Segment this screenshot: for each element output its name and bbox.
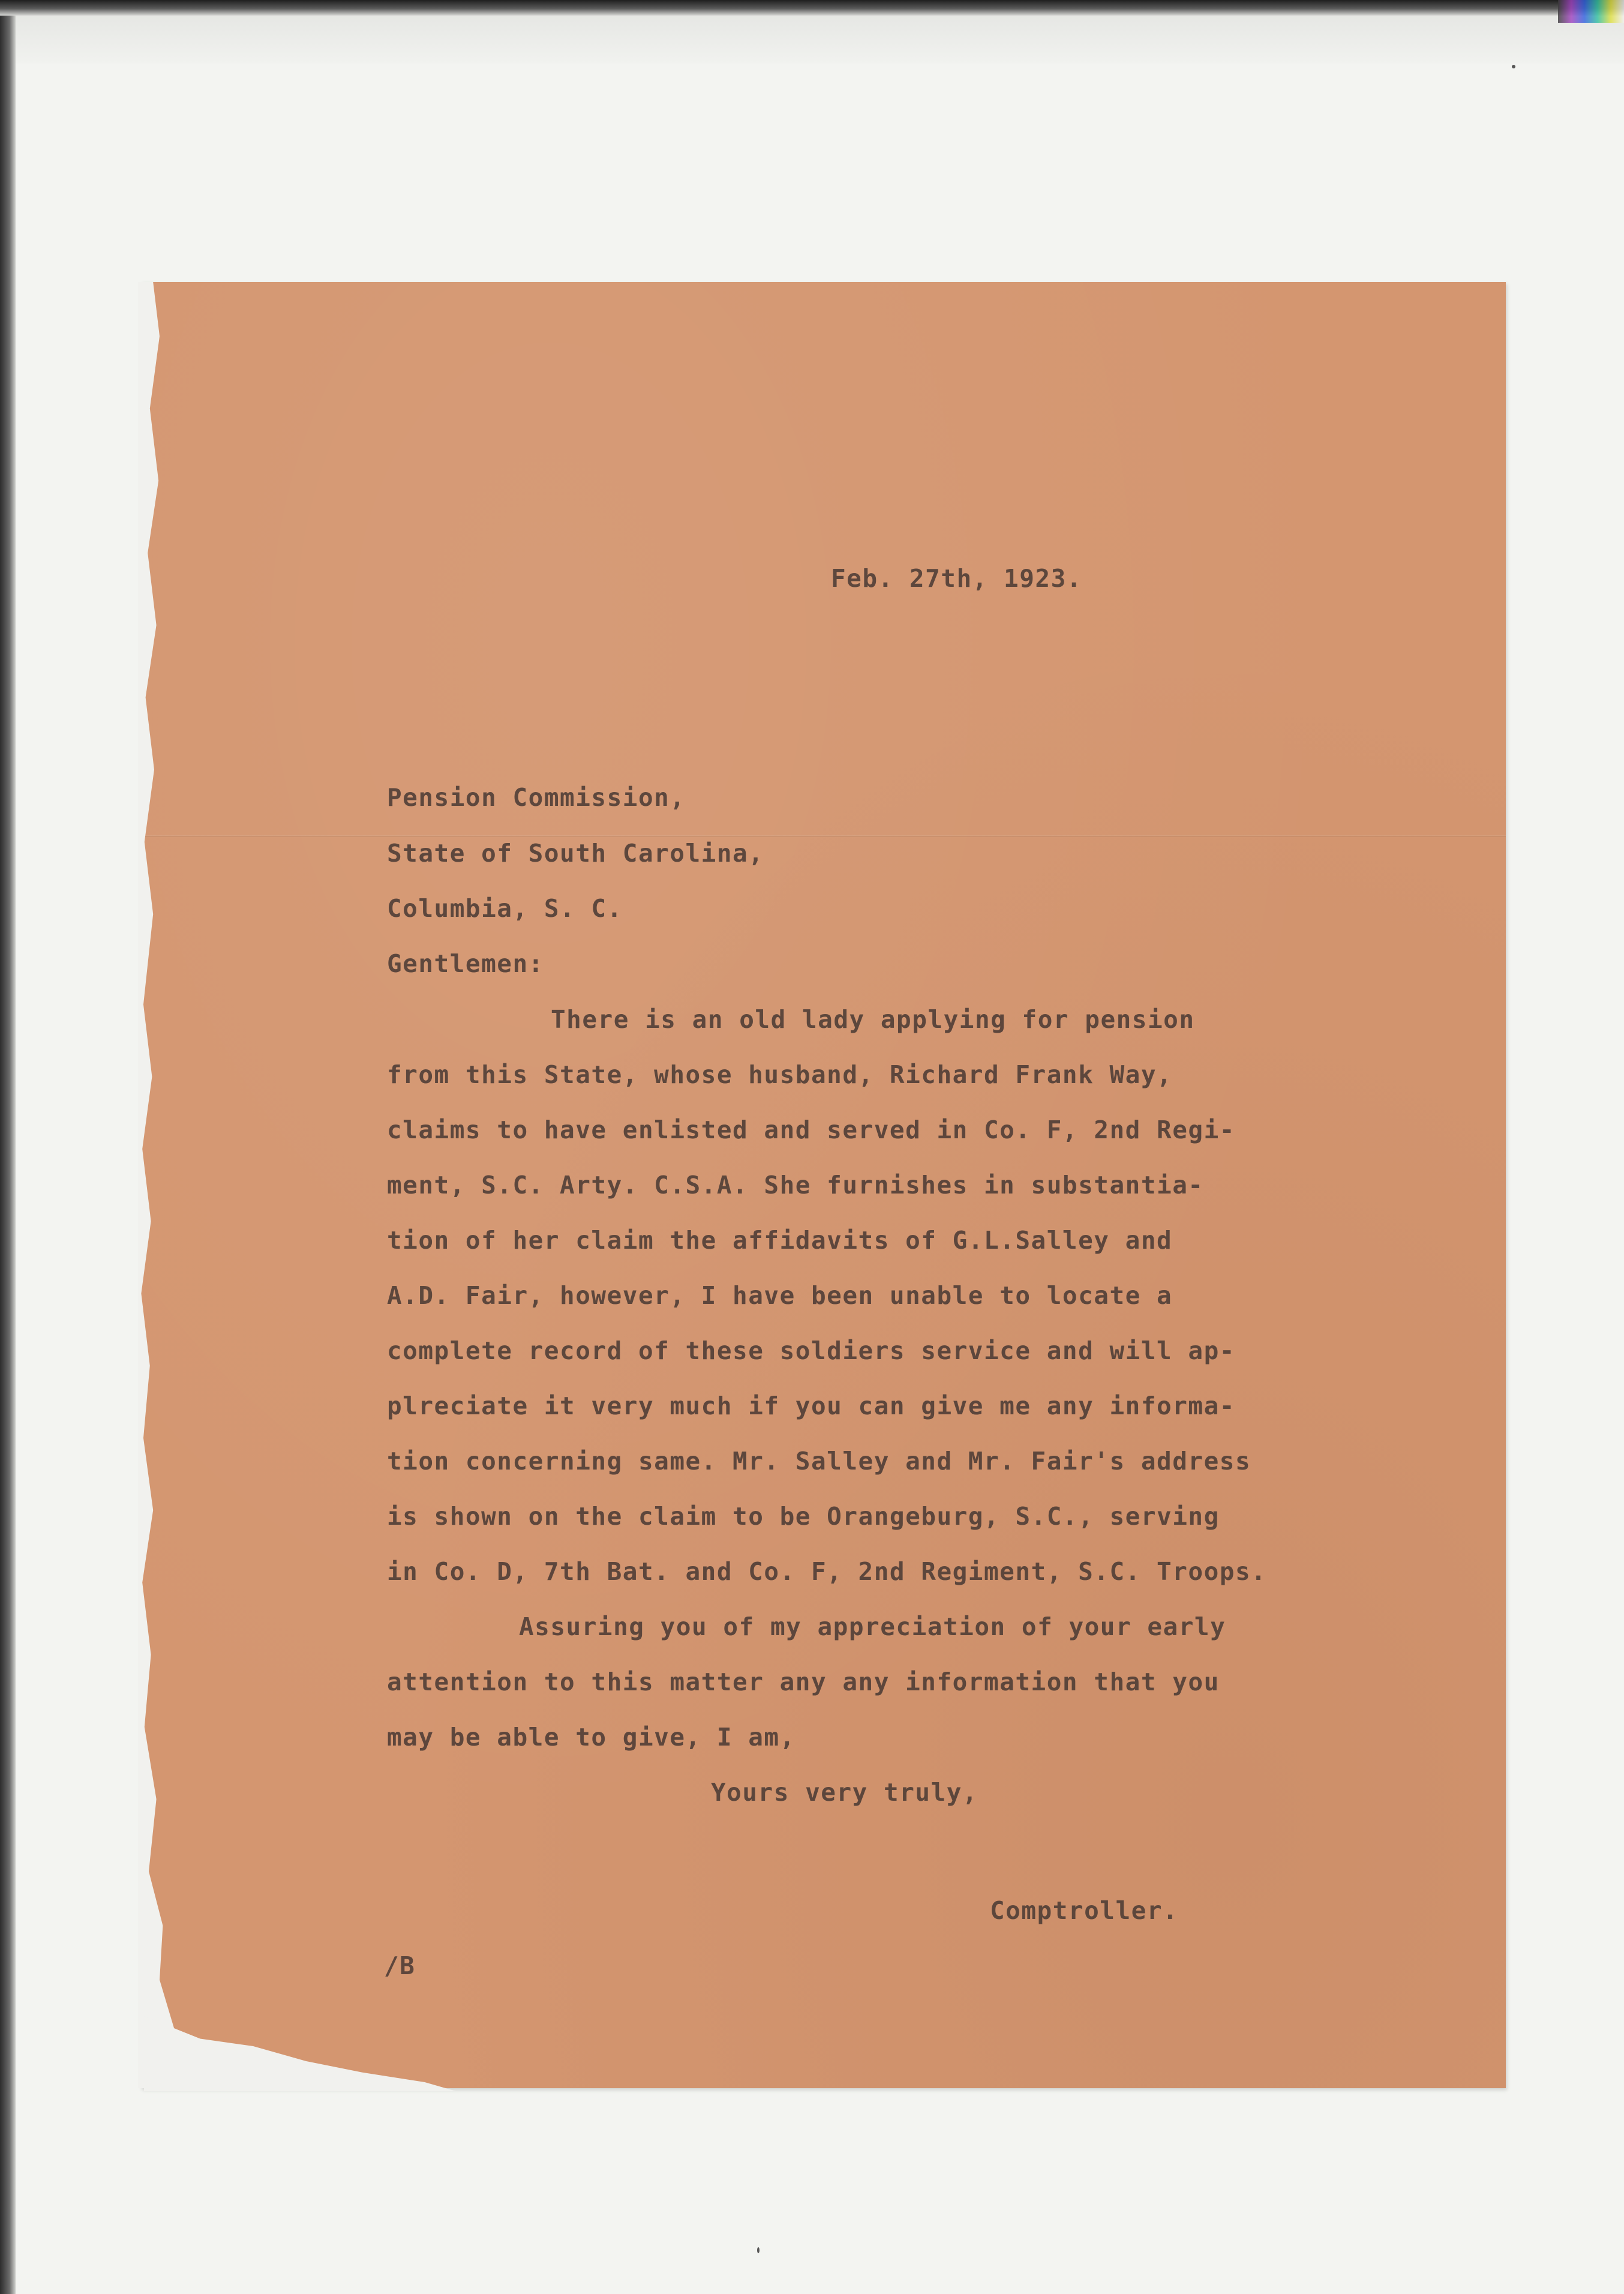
body-line-14: may be able to give, I am, (387, 1723, 796, 1752)
body-line-2: from this State, whose husband, Richard Frank Way, (387, 1060, 1173, 1089)
body-line-9: tion concerning same. Mr. Salley and Mr. Fair's address (387, 1447, 1251, 1476)
body-line-3: claims to have enlisted and served in Co. F, 2nd Regi- (387, 1115, 1235, 1144)
letter-date: Feb. 27th, 1923. (831, 564, 1082, 593)
body-line-11: in Co. D, 7th Bat. and Co. F, 2nd Regiment, S.C. Troops. (387, 1557, 1267, 1586)
body-line-13: attention to this matter any any information that you (387, 1668, 1220, 1696)
body-line-10: is shown on the claim to be Orangeburg, S.C., serving (387, 1502, 1220, 1531)
dust-speck (1512, 65, 1515, 68)
scan-top-margin (16, 16, 1624, 64)
typist-initials: /B (384, 1951, 416, 1980)
body-line-12: Assuring you of my appreciation of your early (519, 1612, 1226, 1641)
recipient-line-3: Columbia, S. C. (387, 894, 623, 923)
scanner-color-strip (1558, 0, 1624, 23)
body-line-4: ment, S.C. Arty. C.S.A. She furnishes in substantia- (387, 1171, 1204, 1200)
paper-fold-line (141, 835, 1506, 837)
dust-speck (757, 2247, 760, 2253)
scan-edge-left (0, 0, 16, 2294)
scan-edge-top (0, 0, 1624, 16)
signature-title: Comptroller. (990, 1896, 1179, 1925)
closing: Yours very truly, (711, 1778, 978, 1807)
body-line-7: complete record of these soldiers service and will ap- (387, 1336, 1235, 1365)
body-line-1: There is an old lady applying for pension (551, 1005, 1195, 1034)
body-line-6: A.D. Fair, however, I have been unable to locate a (387, 1281, 1173, 1310)
recipient-line-2: State of South Carolina, (387, 839, 764, 868)
body-line-5: tion of her claim the affidavits of G.L.Salley and (387, 1226, 1173, 1255)
body-line-8: plreciate it very much if you can give me any informa- (387, 1392, 1235, 1420)
salutation: Gentlemen: (387, 949, 544, 978)
recipient-line-1: Pension Commission, (387, 783, 686, 812)
